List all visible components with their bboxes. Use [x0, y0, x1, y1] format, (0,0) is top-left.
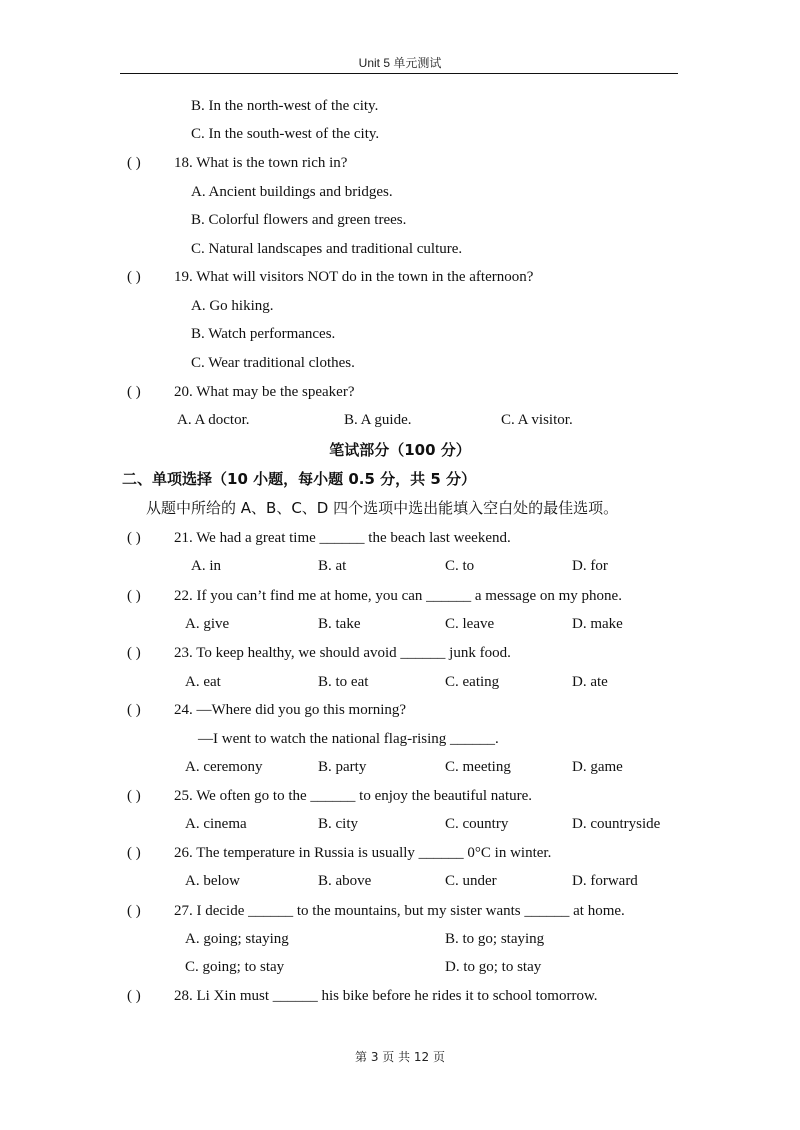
question-20-stem: 20. What may be the speaker?	[174, 384, 355, 400]
answer-bracket-18: ( )	[127, 155, 141, 171]
answer-bracket-20: ( )	[127, 384, 141, 400]
question-24-stem: 24. —Where did you go this morning?	[174, 702, 407, 718]
page-header: Unit 5 单元测试	[358, 56, 442, 70]
q18-option-a: A. Ancient buildings and bridges.	[191, 184, 393, 200]
q25-option-a: A. cinema	[185, 816, 247, 832]
q19-option-a: A. Go hiking.	[191, 298, 274, 314]
q25-option-c: C. country	[445, 816, 509, 832]
q27-option-b: B. to go; staying	[445, 931, 545, 947]
question-21-stem: 21. We had a great time ______ the beach last weekend.	[174, 530, 511, 546]
q23-option-c: C. eating	[445, 674, 500, 690]
question-24-response: —I went to watch the national flag-rising ______.	[198, 731, 499, 747]
q18-option-c: C. Natural landscapes and traditional culture.	[191, 241, 463, 257]
answer-bracket-21: ( )	[127, 530, 141, 546]
question-22-stem: 22. If you can’t find me at home, you can ______ a message on my phone.	[174, 588, 622, 604]
q26-option-a: A. below	[185, 873, 240, 889]
q21-option-b: B. at	[318, 558, 347, 574]
q20-option-b: B. A guide.	[344, 412, 412, 428]
q18-option-b: B. Colorful flowers and green trees.	[191, 212, 407, 228]
q24-option-a: A. ceremony	[185, 759, 263, 775]
q17-option-b: B. In the north-west of the city.	[191, 98, 379, 114]
q21-option-c: C. to	[445, 558, 475, 574]
section-2-title: 二、单项选择（10 小题，每小题 0.5 分，共 5 分）	[122, 470, 476, 488]
question-28-stem: 28. Li Xin must ______ his bike before he rides it to school tomorrow.	[174, 988, 598, 1004]
q22-option-b: B. take	[318, 616, 361, 632]
q27-option-a: A. going; staying	[185, 931, 289, 947]
q25-option-d: D. countryside	[572, 816, 661, 832]
q23-option-d: D. ate	[572, 674, 608, 690]
question-18-stem: 18. What is the town rich in?	[174, 155, 348, 171]
answer-bracket-23: ( )	[127, 645, 141, 661]
q26-option-d: D. forward	[572, 873, 638, 889]
q24-option-d: D. game	[572, 759, 623, 775]
q20-option-a: A. A doctor.	[177, 412, 250, 428]
q22-option-d: D. make	[572, 616, 623, 632]
answer-bracket-27: ( )	[127, 903, 141, 919]
answer-bracket-24: ( )	[127, 702, 141, 718]
question-25-stem: 25. We often go to the ______ to enjoy the beautiful nature.	[174, 788, 533, 804]
header-divider	[120, 73, 678, 74]
q26-option-b: B. above	[318, 873, 372, 889]
q21-option-d: D. for	[572, 558, 608, 574]
section-2-instruction: 从题中所给的 A、B、C、D 四个选项中选出能填入空白处的最佳选项。	[146, 499, 619, 517]
answer-bracket-26: ( )	[127, 845, 141, 861]
q27-option-d: D. to go; to stay	[445, 959, 542, 975]
q24-option-b: B. party	[318, 759, 367, 775]
q19-option-c: C. Wear traditional clothes.	[191, 355, 355, 371]
q23-option-a: A. eat	[185, 674, 221, 690]
written-section-title: 笔试部分（100 分）	[329, 441, 471, 459]
question-26-stem: 26. The temperature in Russia is usually ______ 0°C in winter.	[174, 845, 552, 861]
q19-option-b: B. Watch performances.	[191, 326, 336, 342]
page-footer: 第 3 页 共 12 页	[355, 1050, 445, 1064]
q26-option-c: C. under	[445, 873, 497, 889]
q27-option-c: C. going; to stay	[185, 959, 285, 975]
answer-bracket-22: ( )	[127, 588, 141, 604]
answer-bracket-19: ( )	[127, 269, 141, 285]
q23-option-b: B. to eat	[318, 674, 369, 690]
question-27-stem: 27. I decide ______ to the mountains, but my sister wants ______ at home.	[174, 903, 625, 919]
question-23-stem: 23. To keep healthy, we should avoid ______ junk food.	[174, 645, 511, 661]
q21-option-a: A. in	[191, 558, 221, 574]
question-19-stem: 19. What will visitors NOT do in the town in the afternoon?	[174, 269, 534, 285]
answer-bracket-28: ( )	[127, 988, 141, 1004]
q17-option-c: C. In the south-west of the city.	[191, 126, 380, 142]
q22-option-a: A. give	[185, 616, 230, 632]
q25-option-b: B. city	[318, 816, 358, 832]
answer-bracket-25: ( )	[127, 788, 141, 804]
q20-option-c: C. A visitor.	[501, 412, 573, 428]
q22-option-c: C. leave	[445, 616, 495, 632]
q24-option-c: C. meeting	[445, 759, 511, 775]
